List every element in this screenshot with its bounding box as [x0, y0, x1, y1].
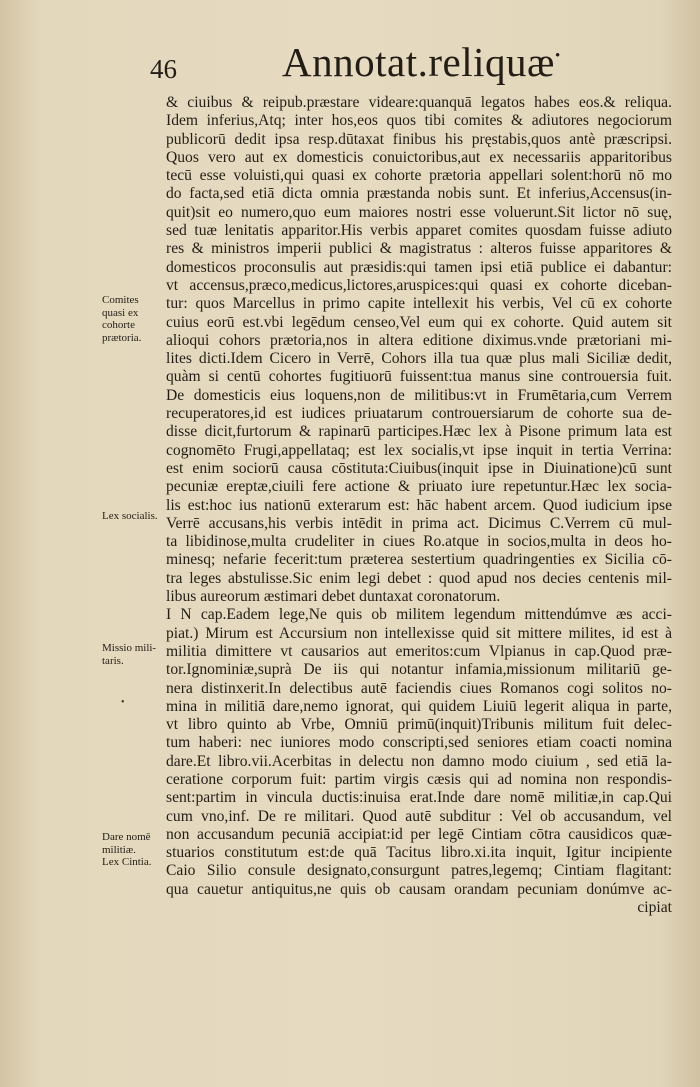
text-line: quit)sit eo numero,quo eum maiores nostri esse voluerunt.Sit lictor nō suę, — [166, 203, 672, 221]
text-line: Quos vero aut ex domesticis conuictoribus,aut ex necessariis apparitoribus — [166, 148, 672, 166]
text-line: pecuniæ ereptæ,ciuili fere actione & priuato iure repetuntur.Hæc lex socia- — [166, 478, 672, 496]
text-line: quàm si centū cohortes fugitiuorū fuissent:tua manus sine controuersia fuit. — [166, 368, 672, 386]
body-text — [166, 94, 672, 917]
margin-note-line: prætoria. — [102, 331, 142, 344]
text-line: militia dimittere vt causarios aut emeritos:cum Vlpianus in cap.Quod præ- — [166, 642, 672, 660]
text-line: non accusandum pecuniā accipiat:id per legē Cintiam cōtra causidicos quæ- — [166, 825, 672, 843]
text-line: cognomēto Frugi,appellataq; est lex socialis,vt ipse inquit in tertia Verrina: — [166, 441, 672, 459]
margin-note-line: Lex socialis. — [102, 510, 158, 522]
margin-note-dare-nomen — [102, 831, 151, 856]
ink-speck: • — [121, 697, 125, 708]
margin-note-lex-cintia — [102, 856, 152, 869]
text-line: tra leges abstulisse.Sic enim legi debet : quod apud nos decies centenis mil- — [166, 569, 672, 587]
text-line: tor.Ignominiæ,suprà De iis qui notantur infamia,missionum militariū ge- — [166, 661, 672, 679]
text-line: nera distinxerit.In delectibus autē faciendis ciues Romanos cogi solitos no- — [166, 679, 672, 697]
text-line: res & ministros imperii publici & magistratus : alteros fuisse apparitores & — [166, 240, 672, 258]
margin-note-line: quasi ex — [102, 306, 139, 319]
margin-note-line: taris. — [102, 654, 124, 667]
text-line: recuperatores,id est iudices priuatarum controuersiarum de cohorte sua de- — [166, 405, 672, 423]
text-line: & ciuibus & reipub.præstare videare:quanquā legatos habes eos.& reliqua. — [166, 94, 672, 111]
text-line: vt accensus,præco,medicus,lictores,aruspices:qui quasi ex cohorte diceban- — [166, 276, 672, 294]
margin-note-line: cohorte — [102, 319, 135, 331]
margin-note-lex-socialis — [102, 510, 158, 523]
text-line: domesticos proconsulis aut præsidis:qui tamen ipsi etiā publice ei dabantur: — [166, 258, 672, 276]
text-line: sent:partim in vincula ductis:inuisa erat.Inde dare nomē militiæ,in cap.Qui — [166, 789, 672, 807]
text-line: alioqui cohors prætoria,nos in altera editione diximus.vnde prætoriani mi- — [166, 331, 672, 349]
text-line: lis est:hoc ius nationū exterarum est: hāc habent arcem. Quod iudicium ipse — [166, 496, 672, 514]
catchword: cipiat — [637, 899, 672, 917]
margin-note-line: Comites — [102, 294, 139, 306]
text-line: minesq; nefarie fecerit:tum præterea sestertium quadringenties ex Sicilia cō- — [166, 551, 672, 569]
text-line: tur: quos Marcellus in primo capite intellexit his verbis, Vel cū ex cohorte — [166, 295, 672, 313]
text-line: Idem inferius,Atq; inter hos,eos quos tibi comites & adiutores negociorum — [166, 112, 672, 130]
text-line: vt libro quinto ab Vrbe, Omniū primū(inquit)Tribunis militum fuit delec- — [166, 716, 672, 734]
text-line: dare.Et libro.vii.Acerbitas in delectu non damno modo ciuium , sed etiā la- — [166, 752, 672, 770]
text-line: est enim sociorū causa cōstituta:Ciuibus(inquit ipse in Diuinatione)cū sunt — [166, 459, 672, 477]
text-line: ceratione corporum fuit: partim virgis cæsis qui ad nomina non respondis- — [166, 770, 672, 788]
margin-note-line: Missio mili- — [102, 642, 157, 654]
text-line: mina in militiā dare,nemo ignorat, qui quidem Liuiū legerit aliqua in parte, — [166, 697, 672, 715]
text-line: De domesticis eius loquens,non de militibus:vt in Frumētaria,cum Verrem — [166, 386, 672, 404]
margin-note-comites — [102, 294, 141, 344]
page-number: 46 — [150, 54, 177, 84]
head-ornament: • — [555, 48, 561, 64]
text-line: I N cap.Eadem lege,Ne quis ob militem legendum mittendúmve æs acci- — [166, 606, 672, 624]
margin-note-line: Dare nomē — [102, 831, 151, 843]
text-line: sed tuæ lenitatis apparitor.His verbis apparet comites quosdam fuisse adiuto — [166, 222, 672, 240]
text-line: publicorū dedit ipsa resp.dūtaxat finibus his pręstabis,quos antè præscripsi. — [166, 130, 672, 148]
running-head: Annotat.reliquæ — [282, 39, 555, 85]
margin-note-line: militiæ. — [102, 843, 136, 856]
text-line: disse dicit,furtorum & rapinarū participes.Hæc lex à Pisone primum lata est — [166, 423, 672, 441]
text-line: tecū esse voluisti,qui quasi ex cohorte prætoria appellari solent:horū nō mo — [166, 167, 672, 185]
text-line: cum vno,inf. De re militari. Quod autē subditur : Vel ob accusandum, vel — [166, 807, 672, 825]
margin-note-line: Lex Cintia. — [102, 856, 152, 868]
text-line: Caio Silio consule designato,consurgunt patres,legemq; Cintiam flagitant: — [166, 862, 672, 880]
margin-note-missio — [102, 642, 156, 667]
text-line: libus aureorum æstimari debet duntaxat coronatorum. — [166, 588, 501, 606]
text-line: lites dicti.Idem Cicero in Verrē, Cohors illa tua quæ plus mali Siciliæ dedit, — [166, 350, 672, 368]
text-line: cuius eorū est.vbi legēdum censeo,Vel eum qui ex cohorte. Quid autem sit — [166, 313, 672, 331]
text-line: tum haberi: nec iuniores modo conscripti,sed seniores etiam coacti nomina — [166, 734, 672, 752]
text-line: qua cauetur antiquitus,ne quis ob causam orandam pecuniam donúmve ac- — [166, 880, 672, 898]
text-line: piat.) Mirum est Accursium non intellexisse quid sit mittere milites, id est à — [166, 624, 672, 642]
text-line: Verrē accusans,his verbis intēdit in prima act. Dicimus C.Verrem cū mul- — [166, 514, 672, 532]
text-line: stuarios constitutum est:de quā Tacitus libro.xi.ita inquit, Igitur incipiente — [166, 844, 672, 862]
text-line: ta libidinose,multa crudeliter in ciues Ro.atque in socios,multa in deos ho- — [166, 533, 672, 551]
text-line: do facta,sed etiā dicta omnia præstanda nobis sunt. Et inferius,Accensus(in- — [166, 185, 672, 203]
